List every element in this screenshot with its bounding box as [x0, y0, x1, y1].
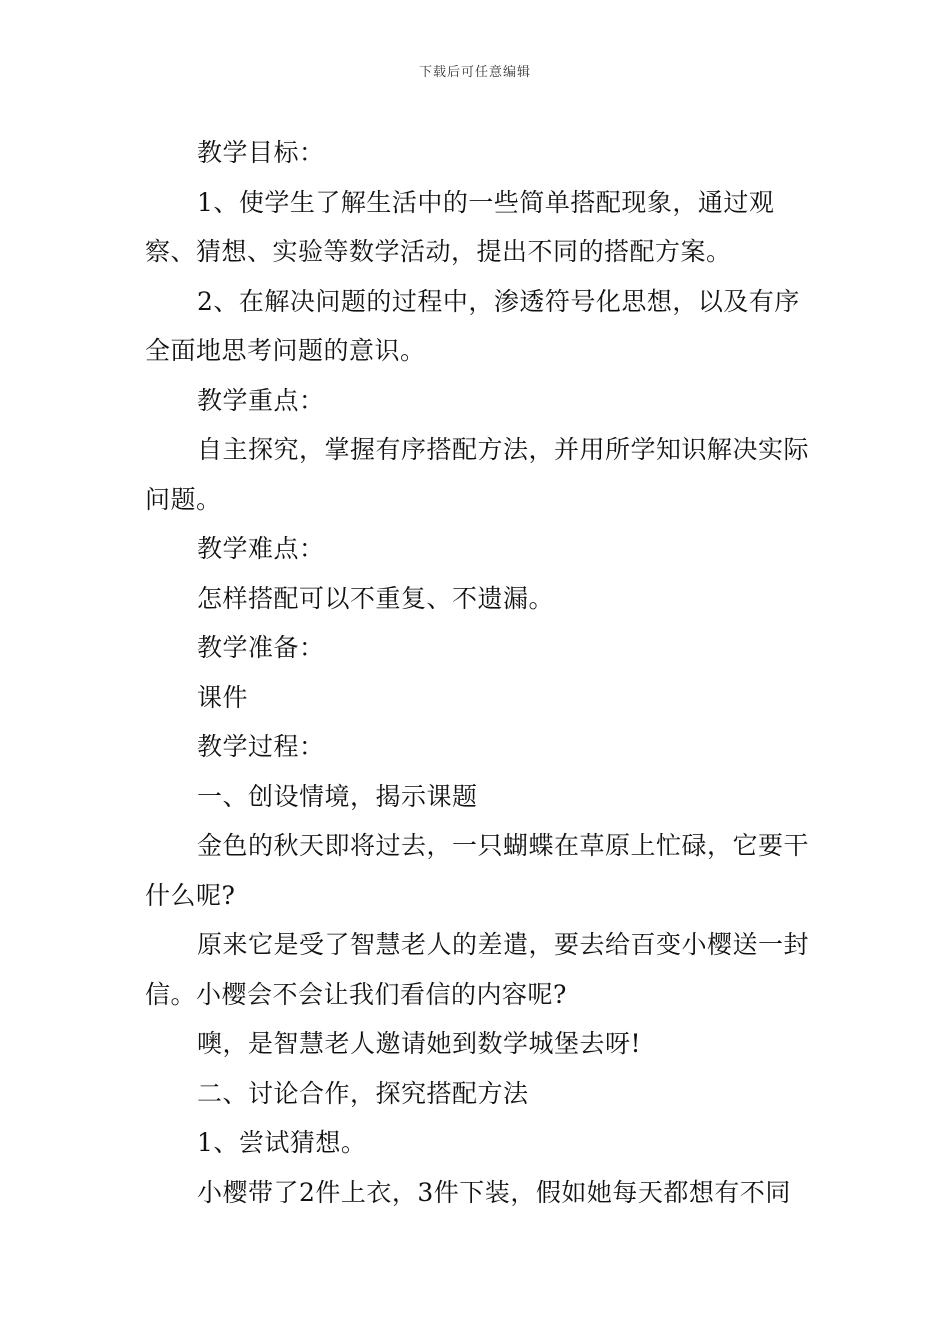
section-1-para-3: 噢，是智慧老人邀请她到数学城堡去呀!	[197, 1029, 642, 1058]
section-2-title: 二、讨论合作，探究搭配方法	[197, 1078, 529, 1108]
section-1-title: 一、创设情境，揭示课题	[197, 781, 478, 811]
document-body	[145, 128, 815, 1217]
goal-item-1: 1、使学生了解生活中的一些简单搭配现象，通过观察、猜想、实验等数学活动，提出不同的搭配方案。	[145, 187, 775, 266]
heading-preparation: 教学准备：	[197, 633, 325, 662]
heading-process: 教学过程：	[197, 732, 325, 761]
page-header: 下载后可任意编辑	[418, 65, 531, 80]
section-1-para-1: 金色的秋天即将过去，一只蝴蝶在草原上忙碌，它要干什么呢?	[145, 831, 810, 910]
preparation-text: 课件	[197, 682, 249, 712]
heading-teaching-goals: 教学目标：	[197, 138, 325, 167]
goal-item-2: 2、在解决问题的过程中，渗透符号化思想，以及有序全面地思考问题的意识。	[145, 286, 800, 365]
heading-difficulties: 教学难点：	[197, 534, 325, 563]
heading-key-points: 教学重点：	[197, 385, 325, 415]
section-2-para-1: 小樱带了2件上衣，3件下装，假如她每天都想有不同	[197, 1177, 791, 1207]
difficulties-text: 怎样搭配可以不重复、不遗漏。	[197, 583, 555, 613]
section-1-para-2: 原来它是受了智慧老人的差遣，要去给百变小樱送一封信。小樱会不会让我们看信的内容呢?	[145, 930, 810, 1009]
section-2-step-1: 1、尝试猜想。	[197, 1128, 367, 1157]
key-points-text: 自主探究，掌握有序搭配方法，并用所学知识解决实际问题。	[145, 435, 810, 514]
